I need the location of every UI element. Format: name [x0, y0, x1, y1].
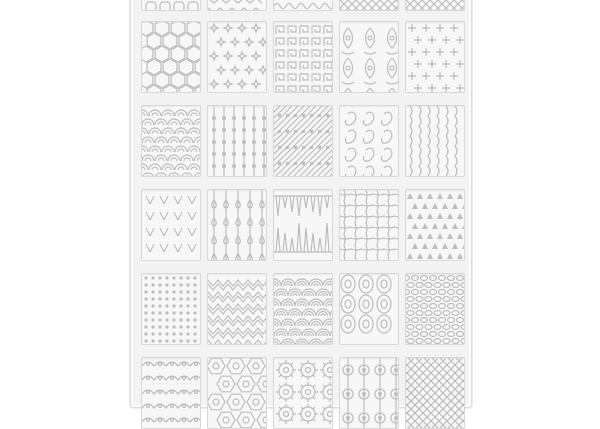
pattern-tile-wavy-lines — [405, 105, 465, 177]
pattern-bead-chains-svg — [208, 106, 266, 176]
pattern-chevrons-svg — [142, 190, 200, 260]
pattern-tile-dot-grid — [141, 273, 201, 345]
pattern-tile-hexagons — [141, 21, 201, 93]
pattern-tile-grid-net — [339, 189, 399, 261]
pattern-tile-greek-key — [273, 21, 333, 93]
pattern-tile-crosses — [405, 21, 465, 93]
pattern-tile-dot-triangles — [405, 189, 465, 261]
pattern-diagonal-stripes-svg — [274, 106, 332, 176]
pattern-icicles-svg — [274, 190, 332, 260]
pattern-tile-drop-circles — [339, 357, 399, 429]
pattern-tile-diamond-lattice — [339, 0, 399, 11]
pattern-tile-gears — [273, 357, 333, 429]
pattern-tile-honeycomb-net — [405, 273, 465, 345]
pattern-paisley-svg — [340, 106, 398, 176]
pattern-honeycomb-net-svg — [406, 274, 464, 344]
pattern-tile-damask-swirls — [339, 21, 399, 93]
pattern-tile-chevrons — [141, 189, 201, 261]
pattern-teardrop-chains-svg — [208, 190, 266, 260]
pattern-tile-icicles — [273, 189, 333, 261]
pattern-tile-ogee-rings — [339, 273, 399, 345]
pattern-gears-svg — [274, 358, 332, 428]
pattern-scallop-chevrons-svg — [208, 274, 266, 344]
pattern-tile-teardrop-chains — [207, 189, 267, 261]
pattern-diamond-lattice-svg — [406, 0, 464, 10]
pattern-drop-circles-svg — [340, 358, 398, 428]
pattern-hex-flowers-svg — [208, 358, 266, 428]
pattern-tile-diagonal-stripes — [273, 105, 333, 177]
pattern-tile-seigaiha — [273, 273, 333, 345]
pattern-tile-scallop-chevrons — [207, 273, 267, 345]
pattern-tile-lace-scallops — [141, 357, 201, 429]
pattern-tile-paisley — [339, 105, 399, 177]
pattern-wavy-lines-svg — [406, 106, 464, 176]
pattern-tile-bead-chains — [207, 105, 267, 177]
pattern-tile-zigzag — [207, 0, 267, 11]
pattern-tile-waves — [273, 0, 333, 11]
pattern-tile-fan-scales — [141, 105, 201, 177]
pattern-damask-swirls-svg — [340, 22, 398, 92]
pattern-diamond-lattice-svg — [340, 0, 398, 10]
pattern-crosses-svg — [406, 22, 464, 92]
pattern-cross-hatch-svg — [406, 358, 464, 428]
pattern-tile-hex-flowers — [207, 357, 267, 429]
pattern-zigzag-svg — [208, 0, 266, 10]
pattern-grid — [139, 1, 461, 401]
pattern-fan-scales-svg — [142, 106, 200, 176]
pattern-waves-svg — [274, 0, 332, 10]
pattern-seigaiha-svg — [274, 274, 332, 344]
pattern-tile-retro-squares — [141, 0, 201, 11]
pattern-tile-diamond-lattice — [405, 0, 465, 11]
pattern-hexagons-svg — [142, 22, 200, 92]
pattern-tile-stars — [207, 21, 267, 93]
pattern-dot-triangles-svg — [406, 190, 464, 260]
pattern-stars-svg — [208, 22, 266, 92]
pattern-grid-net-svg — [340, 190, 398, 260]
pattern-ogee-rings-svg — [340, 274, 398, 344]
pattern-greek-key-svg — [274, 22, 332, 92]
pattern-lace-scallops-svg — [142, 358, 200, 428]
pattern-dot-grid-svg — [142, 274, 200, 344]
stamping-plate — [130, 0, 472, 408]
pattern-tile-cross-hatch — [405, 357, 465, 429]
pattern-retro-squares-svg — [142, 0, 200, 10]
